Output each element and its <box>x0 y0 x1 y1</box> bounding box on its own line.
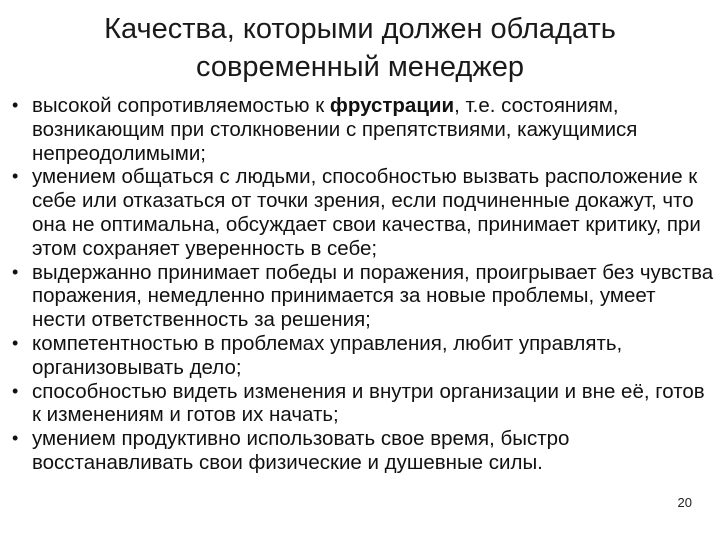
bullet-text <box>32 94 637 165</box>
bullet-emphasis: фрустрации <box>329 94 455 117</box>
slide-title-line-2: современный менеджер <box>196 51 524 83</box>
slide-title-line-1: Качества, которыми должен обладать <box>104 13 616 45</box>
bullet-list <box>8 94 714 475</box>
bullet-item <box>8 380 714 428</box>
bullet-text: умением продуктивно использовать свое время, быстро восстанавливать свои физические и душевные силы. <box>32 427 570 474</box>
slide-number: 20 <box>677 495 692 510</box>
slide-title <box>40 10 680 86</box>
bullet-item <box>8 427 714 475</box>
bullet-text-part: , т.е. состояниям, возникающим при столкновении с препятствиями, кажущимися непреодолимыми; <box>32 94 638 165</box>
bullet-item <box>8 94 714 165</box>
bullet-text: компетентностью в проблемах управления, любит управлять, организовывать дело; <box>32 331 623 379</box>
bullet-icon: • <box>12 166 19 187</box>
bullet-item <box>8 261 714 332</box>
bullet-icon: • <box>12 428 19 449</box>
bullet-icon: • <box>12 261 19 282</box>
bullet-text: умением общаться с людьми, способностью вызвать расположение к себе или отказаться от точки зрения, если подчиненные докажут, что она не оптимальна, обсуждает свои качества, принимает критику, при этом сохраняет уверенность в себе; <box>32 165 701 260</box>
bullet-item <box>8 165 714 260</box>
bullet-icon: • <box>12 95 19 115</box>
bullet-item <box>8 332 714 380</box>
bullet-icon: • <box>12 332 19 353</box>
bullet-text: выдержанно принимает победы и поражения, проигрывает без чувства поражения, немедленно принимается за новые проблемы, умеет нести ответственность за решения; <box>32 260 714 332</box>
bullet-icon: • <box>12 380 19 401</box>
bullet-text-part: высокой сопротивляемостью к <box>32 94 330 117</box>
bullet-text: способностью видеть изменения и внутри организации и вне её, готов к изменениям и готов их начать; <box>32 379 705 427</box>
